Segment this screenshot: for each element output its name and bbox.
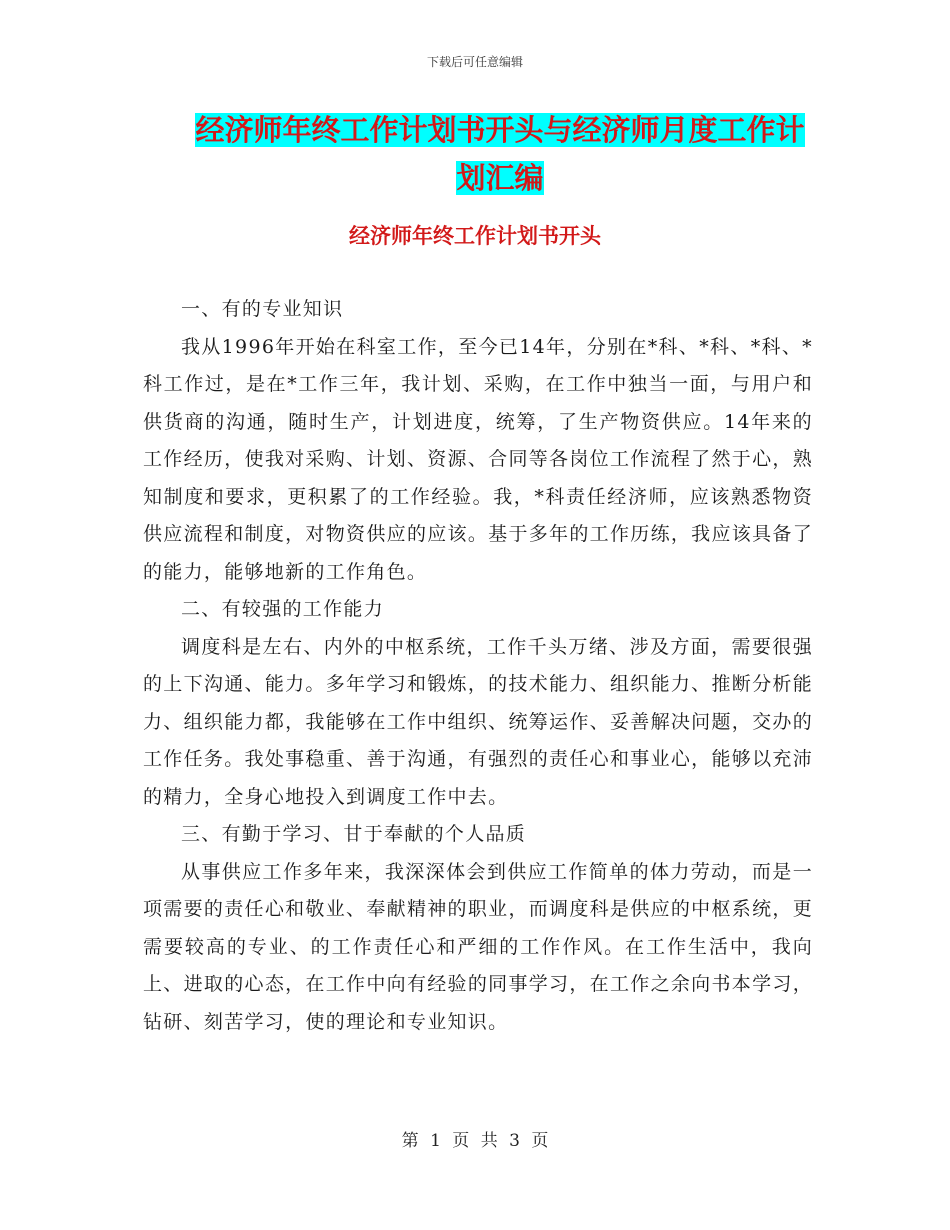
document-title — [190, 106, 810, 202]
heading-1: 一、有的专业知识 — [181, 298, 344, 320]
paragraph-1: 我从1996年开始在科室工作，至今已14年，分别在*科、*科、*科、*科工作过，是在*工作三年，我计划、采购，在工作中独当一面，与用户和供货商的沟通，随时生产，计划进度，统筹，了生产物资供应。14年来的工作经历，使我对采购、计划、资源、合同等各岗位工作流程了然于心，熟知制度和要求，更积累了的工作经验。我，*科责任经济师，应该熟悉物资供应流程和制度，对物资供应的应该。基于多年的工作历练，我应该具备了的能力，能够地新的工作角色。 — [143, 335, 813, 583]
heading-2: 二、有较强的工作能力 — [181, 598, 385, 620]
paragraph-3: 从事供应工作多年来，我深深体会到供应工作简单的体力劳动，而是一项需要的责任心和敬业、奉献精神的职业，而调度科是供应的中枢系统，更需要较高的专业、的工作责任心和严细的工作作风。在工作生活中，我向上、进取的心态，在工作中向有经验的同事学习，在工作之余向书本学习，钻研、刻苦学习，使的理论和专业知识。 — [143, 860, 813, 1033]
page-footer: 第 1 页 共 3 页 — [401, 1131, 549, 1151]
section-title: 经济师年终工作计划书开头 — [349, 224, 601, 248]
document-title-text: 经济师年终工作计划书开头与经济师月度工作计划汇编 — [195, 113, 805, 195]
document-body — [143, 291, 813, 1041]
paragraph-2: 调度科是左右、内外的中枢系统，工作千头万绪、涉及方面，需要很强的上下沟通、能力。多年学习和锻炼，的技术能力、组织能力、推断分析能力、组织能力都，我能够在工作中组织、统筹运作、妥善解决问题，交办的工作任务。我处事稳重、善于沟通，有强烈的责任心和事业心，能够以充沛的精力，全身心地投入到调度工作中去。 — [143, 635, 813, 808]
heading-3: 三、有勤于学习、甘于奉献的个人品质 — [181, 823, 527, 845]
page-header: 下载后可任意编辑 — [426, 55, 523, 69]
